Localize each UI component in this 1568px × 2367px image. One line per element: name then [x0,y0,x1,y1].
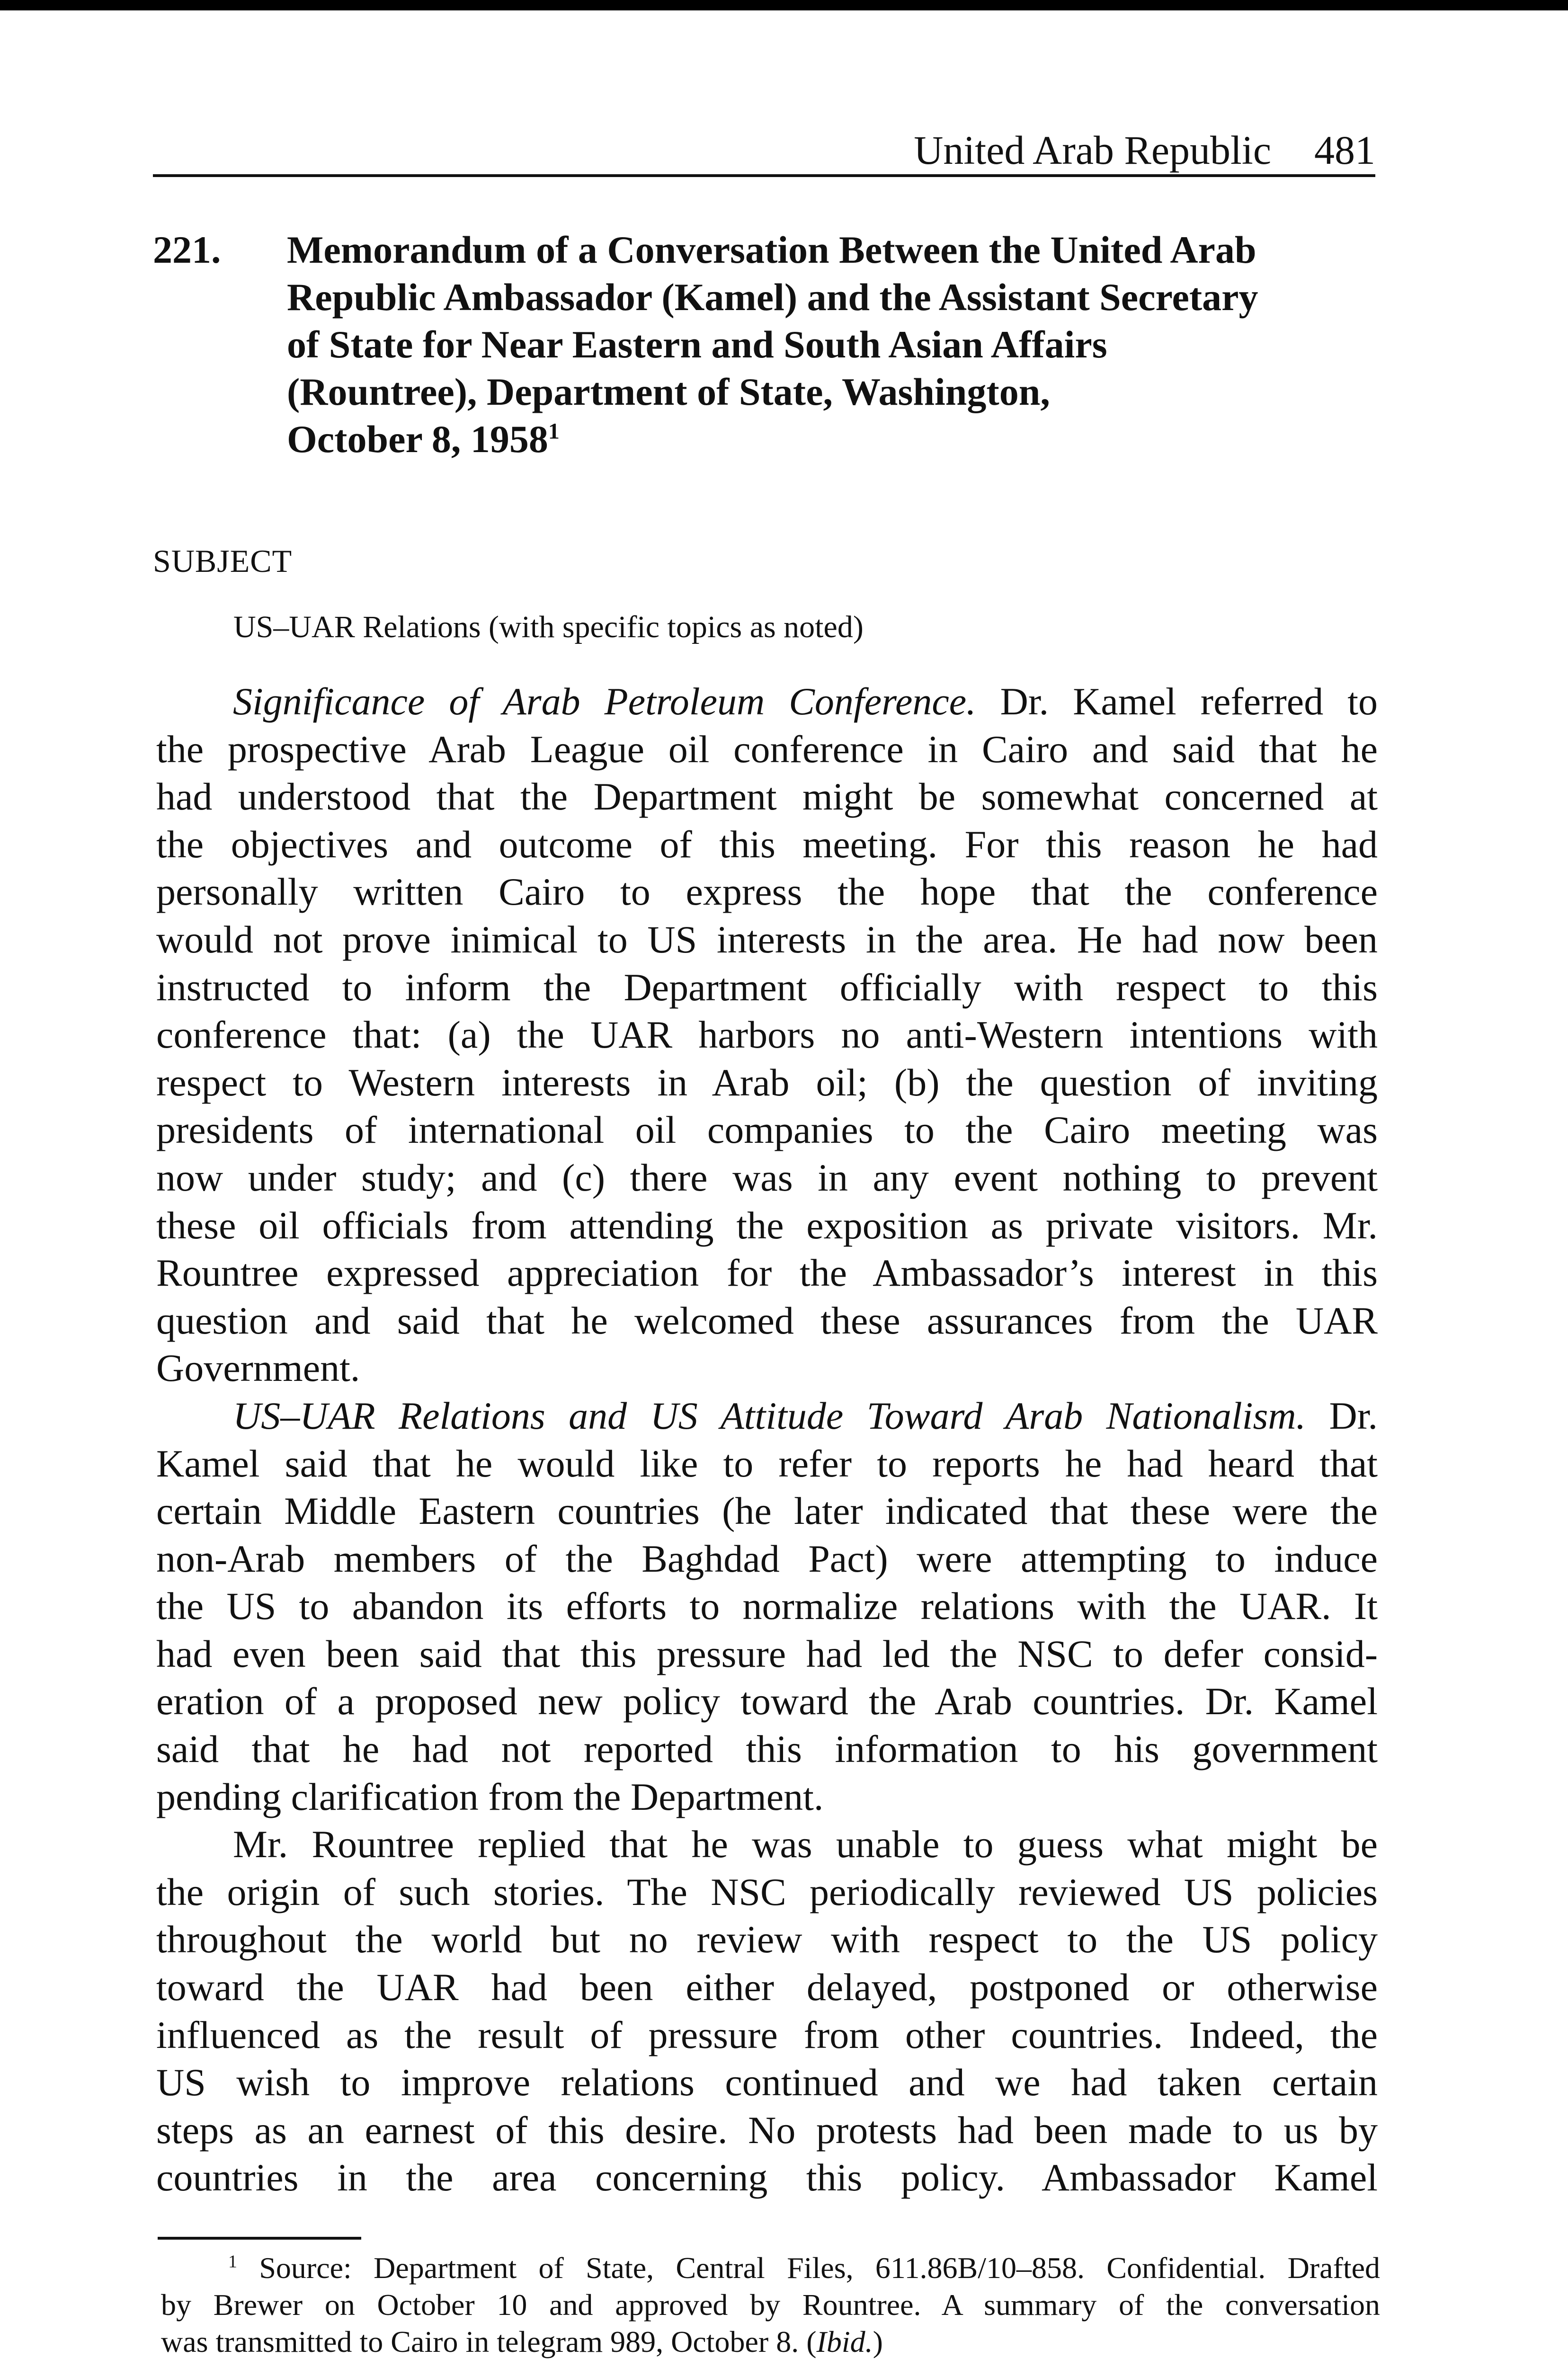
paragraph-line: Mr. Rountree replied that he was unable to guess what might be [233,1823,1378,1866]
footnote-text: ) [873,2325,883,2358]
paragraph-line: instructed to inform the Department officially with respect to this [156,965,1378,1009]
paragraph-line: would not prove inimical to US interests in the area. He had now been [156,917,1378,961]
paragraph-heading: US–UAR Relations and US Attitude Toward Arab Nationalism. [233,1394,1306,1437]
paragraph-line: toward the UAR had been either delayed, postponed or otherwise [156,1966,1378,2009]
paragraph-line: personally written Cairo to express the hope that the conference [156,870,1378,914]
paragraph-line: throughout the world but no review with respect to the US policy [156,1918,1378,1961]
paragraph-line: had understood that the Department might be somewhat concerned at [156,775,1378,819]
paragraph-line: presidents of international oil companies to the Cairo meeting was [156,1108,1378,1152]
paragraph-line [156,1392,1378,1440]
paragraph-line: pending clarification from the Department. [156,1775,824,1818]
paragraph-line: Kamel said that he would like to refer to reports he had heard that [156,1442,1378,1485]
subject-label: SUBJECT [153,543,293,579]
title-line: Memorandum of a Conversation Between the United Arab [287,228,1256,271]
paragraph-line: influenced as the result of pressure from other countries. Indeed, the [156,2013,1378,2056]
paragraph-line: these oil officials from attending the exposition as private visitors. Mr. [156,1203,1378,1247]
footnote-text: Source: Department of State, Central Files, 611.86B/10–858. Confidential. Drafted [237,2251,1380,2285]
paragraph-heading: Significance of Arab Petroleum Conference. [233,680,976,723]
footnote-ibid: Ibid. [816,2325,873,2358]
paragraph-line: US wish to improve relations continued and we had taken certain [156,2061,1378,2104]
paragraph-line: non-Arab members of the Baghdad Pact) were attempting to induce [156,1537,1378,1580]
paragraph-text: Dr. Kamel referred to [976,680,1378,723]
footnote-rule [158,2237,361,2240]
paragraph-line: Rountree expressed appreciation for the Ambassador’s interest in this [156,1251,1378,1295]
title-line [287,416,1376,463]
document-title [287,226,1376,463]
subject-value: US–UAR Relations (with specific topics as noted) [233,610,864,644]
title-date: October 8, 1958 [287,418,548,461]
body-text [156,678,1378,2202]
title-line: of State for Near Eastern and South Asian Affairs [287,323,1107,366]
running-title: United Arab Republic [914,127,1271,173]
paragraph-line: had even been said that this pressure had led the NSC to defer consid- [156,1632,1378,1675]
paragraph-text: Dr. [1306,1394,1378,1437]
paragraph-line: the origin of such stories. The NSC periodically reviewed US policies [156,1870,1378,1913]
scan-top-border [0,0,1568,10]
paragraph-line: respect to Western interests in Arab oil; (b) the question of inviting [156,1060,1378,1104]
paragraph-line: the US to abandon its efforts to normalize relations with the UAR. It [156,1584,1378,1628]
document-number: 221. [153,228,221,271]
running-header [153,122,1375,177]
page-number: 481 [1314,127,1375,173]
paragraph-line: the prospective Arab League oil conference in Cairo and said that he [156,727,1378,771]
paragraph-line: countries in the area concerning this policy. Ambassador Kamel [156,2156,1378,2199]
footnote-marker: 1 [228,2251,237,2272]
paragraph-line: question and said that he welcomed these assurances from the UAR [156,1299,1378,1342]
footnote-line [161,2323,1380,2360]
paragraph-line: Government. [156,1346,360,1390]
title-footnote-marker: 1 [548,418,560,444]
paragraph-line: conference that: (a) the UAR harbors no anti-Western intentions with [156,1013,1378,1057]
paragraph-line: said that he had not reported this information to his government [156,1727,1378,1771]
paragraph-line: now under study; and (c) there was in any event nothing to prevent [156,1156,1378,1199]
title-line: Republic Ambassador (Kamel) and the Assistant Secretary [287,276,1258,319]
paragraph-line: eration of a proposed new policy toward the Arab countries. Dr. Kamel [156,1680,1378,1723]
footnote-text: was transmitted to Cairo in telegram 989, October 8. ( [161,2325,817,2358]
paragraph-line: steps as an earnest of this desire. No protests had been made to us by [156,2108,1378,2152]
paragraph-line: certain Middle Eastern countries (he later indicated that these were the [156,1489,1378,1533]
footnote [161,2250,1380,2360]
footnote-line: by Brewer on October 10 and approved by Rountree. A summary of the conversation [161,2288,1380,2322]
footnote-line [161,2250,1380,2287]
title-line: (Rountree), Department of State, Washington, [287,370,1050,413]
paragraph-line: the objectives and outcome of this meeting. For this reason he had [156,822,1378,866]
paragraph-line [156,678,1378,726]
